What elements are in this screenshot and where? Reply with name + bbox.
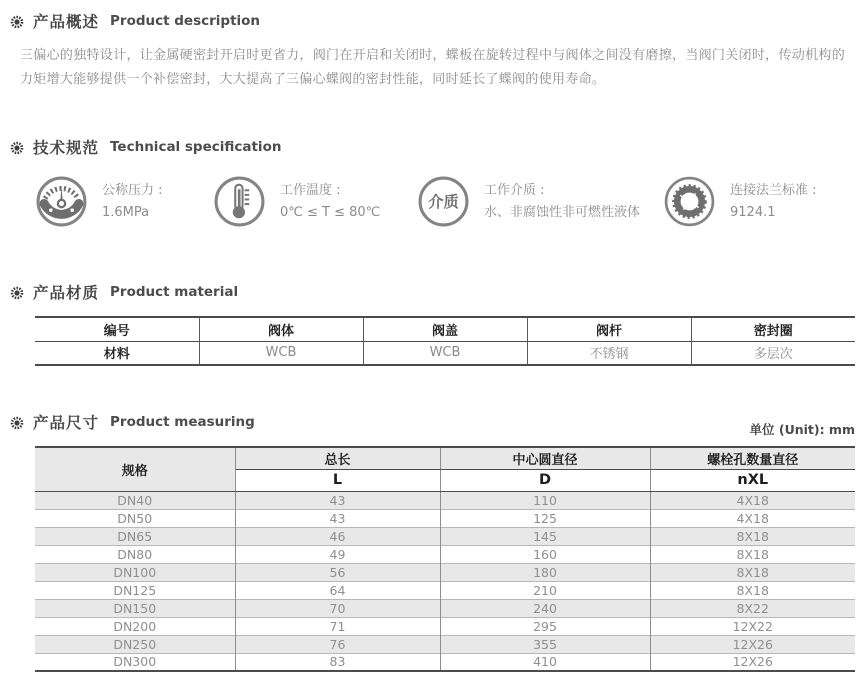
section-title-en: Technical specification <box>110 139 282 155</box>
flange-gear-icon <box>663 175 716 228</box>
pressure-gauge-icon <box>35 175 88 228</box>
description-paragraph: 三偏心的独特设计，让金属硬密封开启时更省力，阀门在开启和关闭时，蝶板在旋转过程中与阀体之间没有磨擦，当阀门关闭时，传动机构的力矩增大能够提供一个补偿密封，大大提高了三偏心蝶阀的密封性能，同时延长了蝶阀的使用寿命。 <box>20 48 845 87</box>
material-table <box>35 316 855 366</box>
measuring-header-group: 螺栓孔数量直径 <box>650 447 855 469</box>
table-row <box>35 491 855 509</box>
unit-label: 单位 (Unit): mm <box>749 422 855 437</box>
measuring-table <box>35 446 855 672</box>
section-header <box>10 136 855 158</box>
cell-size: DN80 <box>35 545 235 563</box>
cell-bolt: 4X18 <box>650 509 855 527</box>
cell-size: DN50 <box>35 509 235 527</box>
section-header <box>10 411 855 433</box>
cell-size: DN65 <box>35 527 235 545</box>
cell-size: DN125 <box>35 581 235 599</box>
table-row <box>35 653 855 671</box>
table-row <box>35 635 855 653</box>
measuring-header-sub: nXL <box>650 469 855 491</box>
cell-bolt: 8X22 <box>650 599 855 617</box>
section-product-measuring <box>10 411 855 672</box>
medium-icon <box>417 175 470 228</box>
material-header-cell: 阀盖 <box>363 317 527 341</box>
gear-bullet-icon <box>10 415 24 429</box>
cell-length: 71 <box>235 617 440 635</box>
spec-value: 0℃ ≤ T ≤ 80℃ <box>280 204 381 220</box>
spec-label: 公称压力 : <box>102 182 163 198</box>
spec-label: 工作温度 : <box>280 182 341 198</box>
spec-items-row <box>35 175 855 228</box>
material-header-cell: 密封圈 <box>691 317 855 341</box>
gear-bullet-icon <box>10 285 24 299</box>
cell-size: DN200 <box>35 617 235 635</box>
section-header <box>10 10 855 32</box>
measuring-header-sub: L <box>235 469 440 491</box>
cell-size: DN100 <box>35 563 235 581</box>
cell-length: 49 <box>235 545 440 563</box>
measuring-header-group: 中心圆直径 <box>440 447 650 469</box>
cell-diameter: 355 <box>440 635 650 653</box>
section-header <box>10 281 855 303</box>
measuring-header-group: 总长 <box>235 447 440 469</box>
table-row <box>35 617 855 635</box>
cell-size: DN250 <box>35 635 235 653</box>
section-title-zh: 产品概述 <box>33 13 100 31</box>
table-row <box>35 527 855 545</box>
section-product-description <box>10 10 855 92</box>
table-row <box>35 509 855 527</box>
material-header-cell: 阀杆 <box>527 317 691 341</box>
cell-length: 64 <box>235 581 440 599</box>
material-cell: WCB <box>363 341 527 365</box>
spec-item-medium <box>417 175 663 228</box>
gear-bullet-icon <box>10 14 24 28</box>
cell-length: 76 <box>235 635 440 653</box>
cell-bolt: 8X18 <box>650 545 855 563</box>
cell-bolt: 8X18 <box>650 563 855 581</box>
cell-bolt: 12X26 <box>650 635 855 653</box>
table-row <box>35 563 855 581</box>
spec-item-pressure <box>35 175 213 228</box>
section-title-zh: 产品尺寸 <box>33 414 100 432</box>
section-title-zh: 技术规范 <box>33 139 100 157</box>
table-row <box>35 599 855 617</box>
thermometer-icon <box>213 175 266 228</box>
svg-text:介质: 介质 <box>428 193 459 212</box>
material-cell: 多层次 <box>691 341 855 365</box>
spec-value: 水、非腐蚀性非可燃性液体 <box>484 204 641 220</box>
section-title-en: Product measuring <box>110 414 255 430</box>
cell-length: 83 <box>235 653 440 671</box>
measuring-header-sub: D <box>440 469 650 491</box>
measuring-group-header-row <box>35 447 855 469</box>
spec-text <box>730 180 817 224</box>
spec-text <box>102 180 163 224</box>
spec-label: 连接法兰标准 : <box>730 182 817 198</box>
cell-bolt: 12X22 <box>650 617 855 635</box>
cell-diameter: 295 <box>440 617 650 635</box>
cell-diameter: 210 <box>440 581 650 599</box>
spec-text <box>280 180 380 224</box>
material-row-label: 材料 <box>35 341 199 365</box>
cell-size: DN40 <box>35 491 235 509</box>
spec-value: 9124.1 <box>730 204 776 220</box>
material-data-row <box>35 341 855 365</box>
spec-text <box>484 180 640 224</box>
section-product-material <box>10 281 855 366</box>
section-title-en: Product material <box>110 284 239 300</box>
cell-bolt: 8X18 <box>650 527 855 545</box>
cell-length: 56 <box>235 563 440 581</box>
cell-length: 43 <box>235 509 440 527</box>
cell-size: DN150 <box>35 599 235 617</box>
section-title-en: Product description <box>110 13 261 29</box>
gear-bullet-icon <box>10 140 24 154</box>
measuring-header-spec: 规格 <box>35 447 235 491</box>
section-title-zh: 产品材质 <box>33 284 100 302</box>
cell-diameter: 410 <box>440 653 650 671</box>
material-cell: WCB <box>199 341 363 365</box>
cell-diameter: 145 <box>440 527 650 545</box>
cell-length: 70 <box>235 599 440 617</box>
table-row <box>35 545 855 563</box>
cell-diameter: 110 <box>440 491 650 509</box>
spec-item-temperature <box>213 175 417 228</box>
spec-value: 1.6MPa <box>102 204 150 220</box>
cell-length: 46 <box>235 527 440 545</box>
cell-diameter: 160 <box>440 545 650 563</box>
cell-bolt: 8X18 <box>650 581 855 599</box>
cell-size: DN300 <box>35 653 235 671</box>
section-technical-specification <box>10 136 855 228</box>
material-header-cell: 编号 <box>35 317 199 341</box>
cell-diameter: 125 <box>440 509 650 527</box>
material-header-cell: 阀体 <box>199 317 363 341</box>
material-cell: 不锈钢 <box>527 341 691 365</box>
material-header-row <box>35 317 855 341</box>
cell-bolt: 4X18 <box>650 491 855 509</box>
cell-length: 43 <box>235 491 440 509</box>
spec-item-flange <box>663 175 855 228</box>
cell-diameter: 240 <box>440 599 650 617</box>
spec-label: 工作介质 : <box>484 182 545 198</box>
table-row <box>35 581 855 599</box>
cell-diameter: 180 <box>440 563 650 581</box>
cell-bolt: 12X26 <box>650 653 855 671</box>
